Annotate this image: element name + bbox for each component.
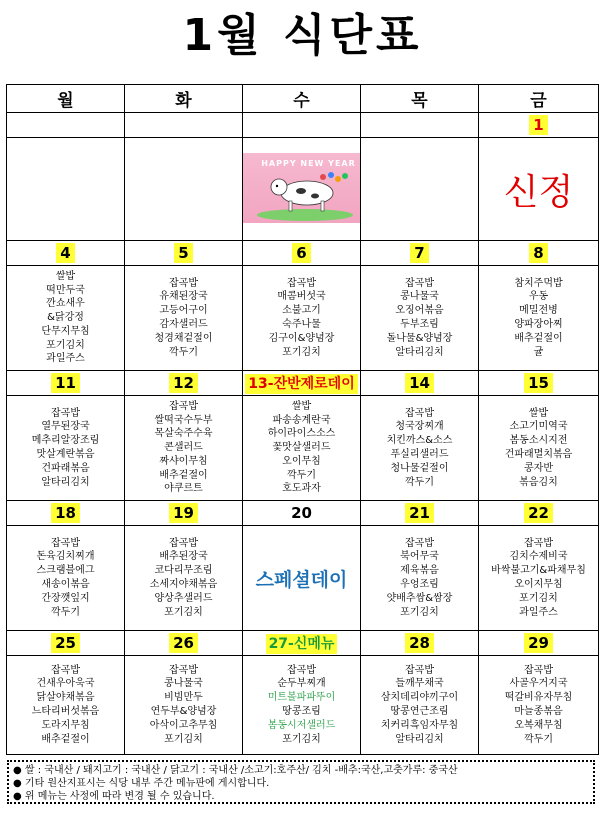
menu-item: 푸실리샐러드 xyxy=(390,449,449,460)
week2-meal-row xyxy=(7,266,599,371)
note-origin: ● 쌀 : 국내산 / 돼지고기 : 국내산 / 닭고기 : 국내산 /소고기:호주산/ 김치 -배추:국산,고춧가루: 중국산 xyxy=(13,765,458,776)
menu-item: 스크램블에그 xyxy=(36,565,95,577)
menu-item: 땅콩연근조림 xyxy=(390,706,449,717)
meal-cell xyxy=(243,138,361,241)
menu-item: 쌀밥 xyxy=(528,407,549,419)
menu-item: 떡만두국 xyxy=(46,284,85,296)
date-cell xyxy=(7,501,125,526)
menu-item: 순두부찌개 xyxy=(277,678,326,690)
date-cell xyxy=(479,241,599,266)
date-number: 7 xyxy=(410,243,428,263)
date-cell xyxy=(125,371,243,396)
menu-item: 깐쇼새우 xyxy=(46,298,85,310)
date-number: 26 xyxy=(169,633,198,653)
meal-cell xyxy=(125,138,243,241)
menu-item: 아삭이고추무침 xyxy=(149,719,218,731)
date-cell xyxy=(125,241,243,266)
menu-item: 열무된장국 xyxy=(41,421,90,433)
date-number: 11 xyxy=(51,373,80,393)
menu-item: 청나물겉절이 xyxy=(390,462,449,474)
menu-item: 두부조림 xyxy=(400,319,439,330)
menu-item: 포기김치 xyxy=(282,346,321,358)
weekday-header-row xyxy=(7,85,599,113)
menu-item: 오징어볶음 xyxy=(395,305,444,317)
menu-item: 깍두기 xyxy=(169,346,198,358)
menu-item: 알타리김치 xyxy=(395,346,444,358)
week5-meal-row xyxy=(7,656,599,755)
date-number: 1 xyxy=(529,115,547,135)
date-cell xyxy=(243,371,361,396)
menu-item: 잡곡밥 xyxy=(169,664,198,676)
menu-item: 포기김치 xyxy=(519,592,558,604)
date-cell xyxy=(479,501,599,526)
date-number: 18 xyxy=(51,503,80,523)
meal-cell xyxy=(243,396,361,501)
menu-item: 목살숙주수육 xyxy=(154,428,213,440)
weekday-mon: 월 xyxy=(7,85,125,113)
date-cell xyxy=(125,631,243,656)
meal-cell xyxy=(361,656,479,755)
menu-item: 배추된장국 xyxy=(159,551,208,563)
date-cell xyxy=(479,631,599,656)
menu-item: 잡곡밥 xyxy=(405,277,434,289)
meal-cell xyxy=(7,266,125,371)
menu-item: 하이라이스소스 xyxy=(267,428,336,440)
menu-item: 야쿠르트 xyxy=(164,483,203,495)
menu-item: 잡곡밥 xyxy=(405,664,434,676)
weekday-wed: 수 xyxy=(243,85,361,113)
menu-item: 오이무침 xyxy=(282,455,321,467)
menu-item: 양상추샐러드 xyxy=(154,592,213,604)
menu-item: 감자샐러드 xyxy=(159,319,208,330)
menu-item: 잡곡밥 xyxy=(169,537,198,549)
meal-cell xyxy=(361,138,479,241)
menu-item: 땅콩조림 xyxy=(282,706,321,717)
menu-item: 잡곡밥 xyxy=(51,537,80,549)
menu-item: 김치수제비국 xyxy=(509,551,568,563)
menu-item: 소불고기 xyxy=(282,305,321,317)
menu-item: 봄동시저샐러드 xyxy=(267,719,336,731)
menu-item: 치커리흑임자무침 xyxy=(380,719,459,731)
date-number: 28 xyxy=(405,633,434,653)
date-cell xyxy=(479,371,599,396)
menu-item: 새송이볶음 xyxy=(41,579,90,590)
date-cell xyxy=(479,113,599,138)
date-cell xyxy=(7,631,125,656)
week3-meal-row xyxy=(7,396,599,501)
menu-item: 맛살계란볶음 xyxy=(36,449,95,460)
menu-item: 떡갈비유자무침 xyxy=(504,692,573,704)
menu-item: 잡곡밥 xyxy=(524,537,553,549)
date-number: 8 xyxy=(529,243,547,263)
date-number: 21 xyxy=(405,503,434,523)
menu-item: 메추리알장조림 xyxy=(31,435,100,447)
date-number: 29 xyxy=(524,633,553,653)
date-cell xyxy=(7,113,125,138)
menu-item: 잡곡밥 xyxy=(405,537,434,549)
menu-item: 제육볶음 xyxy=(400,565,439,577)
menu-item: 간장깻잎지 xyxy=(41,592,90,604)
menu-item: 호도과자 xyxy=(282,483,321,495)
menu-item: 청국장찌개 xyxy=(395,421,444,433)
menu-item: 닭살야채볶음 xyxy=(36,692,95,704)
menu-item: 귤 xyxy=(533,346,544,358)
menu-item: 오복채무침 xyxy=(514,719,563,731)
menu-item: 유채된장국 xyxy=(159,291,208,303)
meal-cell xyxy=(243,656,361,755)
date-cell xyxy=(243,631,361,656)
menu-item: 양파장아찌 xyxy=(514,319,563,330)
menu-item: 알타리김치 xyxy=(41,476,90,488)
date-cell xyxy=(243,113,361,138)
date-number: 22 xyxy=(524,503,553,523)
meal-cell xyxy=(479,266,599,371)
menu-item: 포기김치 xyxy=(282,733,321,745)
cow-illustration xyxy=(243,153,361,223)
menu-item: 깍두기 xyxy=(51,606,80,618)
week4-date-row xyxy=(7,501,599,526)
menu-item: 잡곡밥 xyxy=(169,400,198,412)
menu-item: 볶음김치 xyxy=(519,476,558,488)
menu-item: 잡곡밥 xyxy=(169,277,198,289)
meal-cell xyxy=(125,656,243,755)
menu-item: 사골우거지국 xyxy=(509,678,568,690)
meal-cell xyxy=(479,526,599,631)
menu-item: 과일주스 xyxy=(519,606,558,618)
menu-item: 쌀밥 xyxy=(55,270,76,282)
special-day-label: 스페셜데이 xyxy=(255,568,348,591)
week4-meal-row xyxy=(7,526,599,631)
date-cell xyxy=(361,371,479,396)
date-cell xyxy=(243,501,361,526)
menu-item: 소고기미역국 xyxy=(509,421,568,433)
meal-cell xyxy=(479,138,599,241)
menu-item: 콩자반 xyxy=(524,462,553,474)
meal-cell xyxy=(243,266,361,371)
menu-item: 잡곡밥 xyxy=(524,664,553,676)
menu-item: 쌀밥 xyxy=(291,400,312,412)
meal-cell xyxy=(361,396,479,501)
menu-item: 미트볼파파뚜이 xyxy=(267,692,336,704)
menu-item: 포기김치 xyxy=(46,339,85,351)
menu-item: 참치주먹밥 xyxy=(514,277,563,289)
menu-item: 포기김치 xyxy=(164,733,203,745)
meal-cell xyxy=(479,656,599,755)
meal-cell xyxy=(361,266,479,371)
menu-item: 콩나물국 xyxy=(400,291,439,303)
menu-table xyxy=(6,84,599,755)
menu-item: &닭강정 xyxy=(47,312,84,324)
menu-item: 숙주나물 xyxy=(282,319,321,330)
date-cell xyxy=(7,371,125,396)
new-menu-day-label: 27-신메뉴 xyxy=(266,634,338,654)
week5-date-row xyxy=(7,631,599,656)
menu-item: 우엉조림 xyxy=(400,579,439,590)
weekday-thu: 목 xyxy=(361,85,479,113)
menu-item: 파송송계란국 xyxy=(272,414,331,426)
date-number: 14 xyxy=(405,373,434,393)
menu-item: 짜샤이무침 xyxy=(159,455,208,467)
meal-cell xyxy=(479,396,599,501)
menu-item: 느타리버섯볶음 xyxy=(31,706,100,717)
menu-item: 매콤버섯국 xyxy=(277,291,326,303)
weekday-tue: 화 xyxy=(125,85,243,113)
meal-cell xyxy=(125,396,243,501)
menu-item: 포기김치 xyxy=(164,606,203,618)
menu-item: 오이지무침 xyxy=(514,579,563,590)
menu-item: 잡곡밥 xyxy=(405,407,434,419)
menu-item: 콘샐러드 xyxy=(164,442,203,454)
week1-meal-row xyxy=(7,138,599,241)
meal-cell xyxy=(361,526,479,631)
menu-item: 우동 xyxy=(528,291,549,303)
menu-item: 건파래멸치볶음 xyxy=(504,449,573,460)
meal-cell xyxy=(243,526,361,631)
date-number: 19 xyxy=(169,503,198,523)
note-menu-change: ● 위 메뉴는 사정에 따라 변경 될 수 있습니다. xyxy=(13,791,215,802)
zero-waste-day-label: 13-잔반제로데이 xyxy=(245,374,357,394)
menu-item: 꽃맛살샐러드 xyxy=(272,442,331,454)
date-cell xyxy=(361,501,479,526)
weekday-fri: 금 xyxy=(479,85,599,113)
menu-item: 건파래볶음 xyxy=(41,462,90,474)
menu-item: 배추겉절이 xyxy=(41,733,90,745)
date-number: 20 xyxy=(291,504,312,522)
menu-item: 얏배추쌈&쌈장 xyxy=(386,592,453,604)
menu-item: 잡곡밥 xyxy=(51,407,80,419)
date-number: 4 xyxy=(56,243,74,263)
menu-item: 코다리무조림 xyxy=(154,565,213,577)
date-cell xyxy=(7,241,125,266)
week1-date-row xyxy=(7,113,599,138)
menu-item: 비빔만두 xyxy=(164,692,203,704)
menu-item: 치킨까스&소스 xyxy=(386,435,453,447)
date-cell xyxy=(361,631,479,656)
date-cell xyxy=(243,241,361,266)
date-number: 15 xyxy=(524,373,553,393)
date-number: 6 xyxy=(292,243,310,263)
date-cell xyxy=(361,241,479,266)
menu-item: 마늘종볶음 xyxy=(514,706,563,717)
menu-item: 배추겉절이 xyxy=(514,332,563,344)
menu-item: 메밀전병 xyxy=(519,305,558,317)
meal-cell xyxy=(7,138,125,241)
menu-item: 건새우아욱국 xyxy=(36,678,95,690)
date-cell xyxy=(361,113,479,138)
new-year-image xyxy=(243,153,361,223)
new-year-caption: HAPPY NEW YEAR xyxy=(261,159,356,168)
menu-item: 단무지무침 xyxy=(41,325,90,337)
menu-item: 콩나물국 xyxy=(164,678,203,690)
menu-item: 깍두기 xyxy=(287,469,316,481)
week2-date-row xyxy=(7,241,599,266)
menu-item: 포기김치 xyxy=(400,606,439,618)
meal-cell xyxy=(125,526,243,631)
page-title: 1월 식단표 xyxy=(182,10,423,61)
menu-item: 돈육김치찌개 xyxy=(36,551,95,563)
menu-item: 쌀떡국수두부 xyxy=(154,414,213,426)
meal-cell xyxy=(125,266,243,371)
menu-item: 바싹불고기&파채무침 xyxy=(491,565,586,577)
meal-cell xyxy=(7,396,125,501)
menu-item: 고등어구이 xyxy=(159,305,208,317)
week3-date-row xyxy=(7,371,599,396)
date-number: 25 xyxy=(51,633,80,653)
menu-item: 깍두기 xyxy=(405,476,434,488)
menu-item: 청경채겉절이 xyxy=(154,332,213,344)
menu-item: 김구이&양념장 xyxy=(268,332,335,344)
menu-item: 도라지무침 xyxy=(41,719,90,731)
menu-item: 잡곡밥 xyxy=(287,277,316,289)
menu-item: 깍두기 xyxy=(524,733,553,745)
meal-cell xyxy=(7,526,125,631)
menu-item: 삼치데리야끼구이 xyxy=(380,692,459,704)
menu-item: 소세지야채볶음 xyxy=(149,579,218,590)
menu-item: 배추겉절이 xyxy=(159,469,208,481)
note-other-origin: ● 기타 원산지표시는 식당 내부 주간 메뉴판에 게시합니다. xyxy=(13,778,270,789)
menu-item: 들깨무채국 xyxy=(395,678,444,690)
menu-item: 과일주스 xyxy=(46,353,85,365)
date-cell xyxy=(125,501,243,526)
menu-item: 북어무국 xyxy=(400,551,439,563)
menu-item: 봄동소시지전 xyxy=(509,435,568,447)
menu-item: 잡곡밥 xyxy=(287,664,316,676)
menu-item: 잡곡밥 xyxy=(51,664,80,676)
date-number: 5 xyxy=(174,243,192,263)
date-cell xyxy=(125,113,243,138)
menu-item: 연두부&양념장 xyxy=(150,706,217,717)
origin-notes-box xyxy=(7,760,595,804)
menu-item: 돌나물&양념장 xyxy=(386,332,453,344)
meal-cell xyxy=(7,656,125,755)
holiday-label: 신정 xyxy=(503,171,574,213)
date-number: 12 xyxy=(169,373,198,393)
menu-item: 알타리김치 xyxy=(395,733,444,745)
